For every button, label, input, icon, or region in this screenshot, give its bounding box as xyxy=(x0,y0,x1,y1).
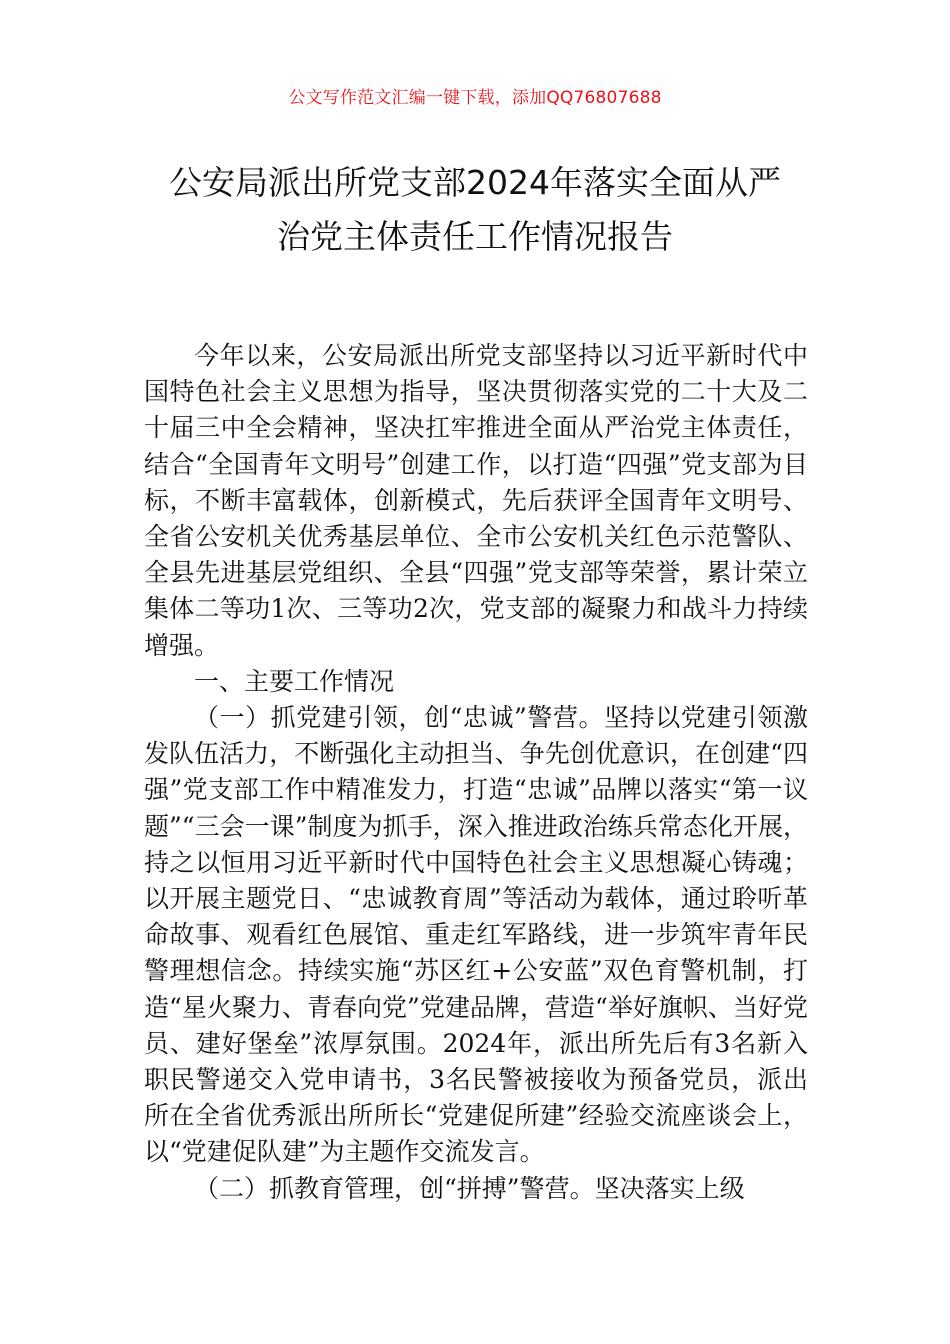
paragraph-intro: 今年以来，公安局派出所党支部坚持以习近平新时代中国特色社会主义思想为指导，坚决贯彻落实党的二十大及二十届三中全会精神，坚决扛牢推进全面从严治党主体责任，结合“全国青年文明号”创建工作，以打造“四强”党支部为目标，不断丰富载体，创新模式，先后获评全国青年文明号、全省公安机关优秀基层单位、全市公安机关红色示范警队、全县先进基层党组织、全县“四强”党支部等荣誉，累计荣立集体二等功1次、三等功2次，党支部的凝聚力和战斗力持续增强。 xyxy=(144,341,808,660)
title-line-2: 治党主体责任工作情况报告 xyxy=(277,217,673,256)
section-heading-main-work: 一、主要工作情况 xyxy=(194,666,395,696)
header-download-note: 公文写作范文汇编一键下载，添加QQ76807688 xyxy=(288,88,662,108)
paragraph-party-building: （一）抓党建引领，创“忠诚”警营。坚持以党建引领激发队伍活力，不断强化主动担当、争先创优意识，在创建“四强”党支部工作中精准发力，打造“忠诚”品牌以落实“第一议题”“三会一课”制度为抓手，深入推进政治练兵常态化开展，持之以恒用习近平新时代中国特色社会主义思想凝心铸魂；以开展主题党日、“忠诚教育周”等活动为载体，通过聆听革命故事、观看红色展馆、重走红军路线，进一步筑牢青年民警理想信念。持续实施“苏区红+公安蓝”双色育警机制，打造“星火聚力、青春向党”党建品牌，营造“举好旗帜、当好党员、建好堡垒”浓厚氛围。2024年，派出所先后有3名新入职民警递交入党申请书，3名民警被接收为预备党员，派出所在全省优秀派出所所长“党建促所建”经验交流座谈会上，以“党建促队建”为主题作交流发言。 xyxy=(144,703,808,1167)
paragraph-education-management: （二）抓教育管理，创“拼搏”警营。坚决落实上级 xyxy=(194,1173,745,1203)
title-line-1: 公安局派出所党支部2024年落实全面从严 xyxy=(169,163,781,202)
document-title xyxy=(130,156,820,264)
document-body xyxy=(144,338,808,1207)
